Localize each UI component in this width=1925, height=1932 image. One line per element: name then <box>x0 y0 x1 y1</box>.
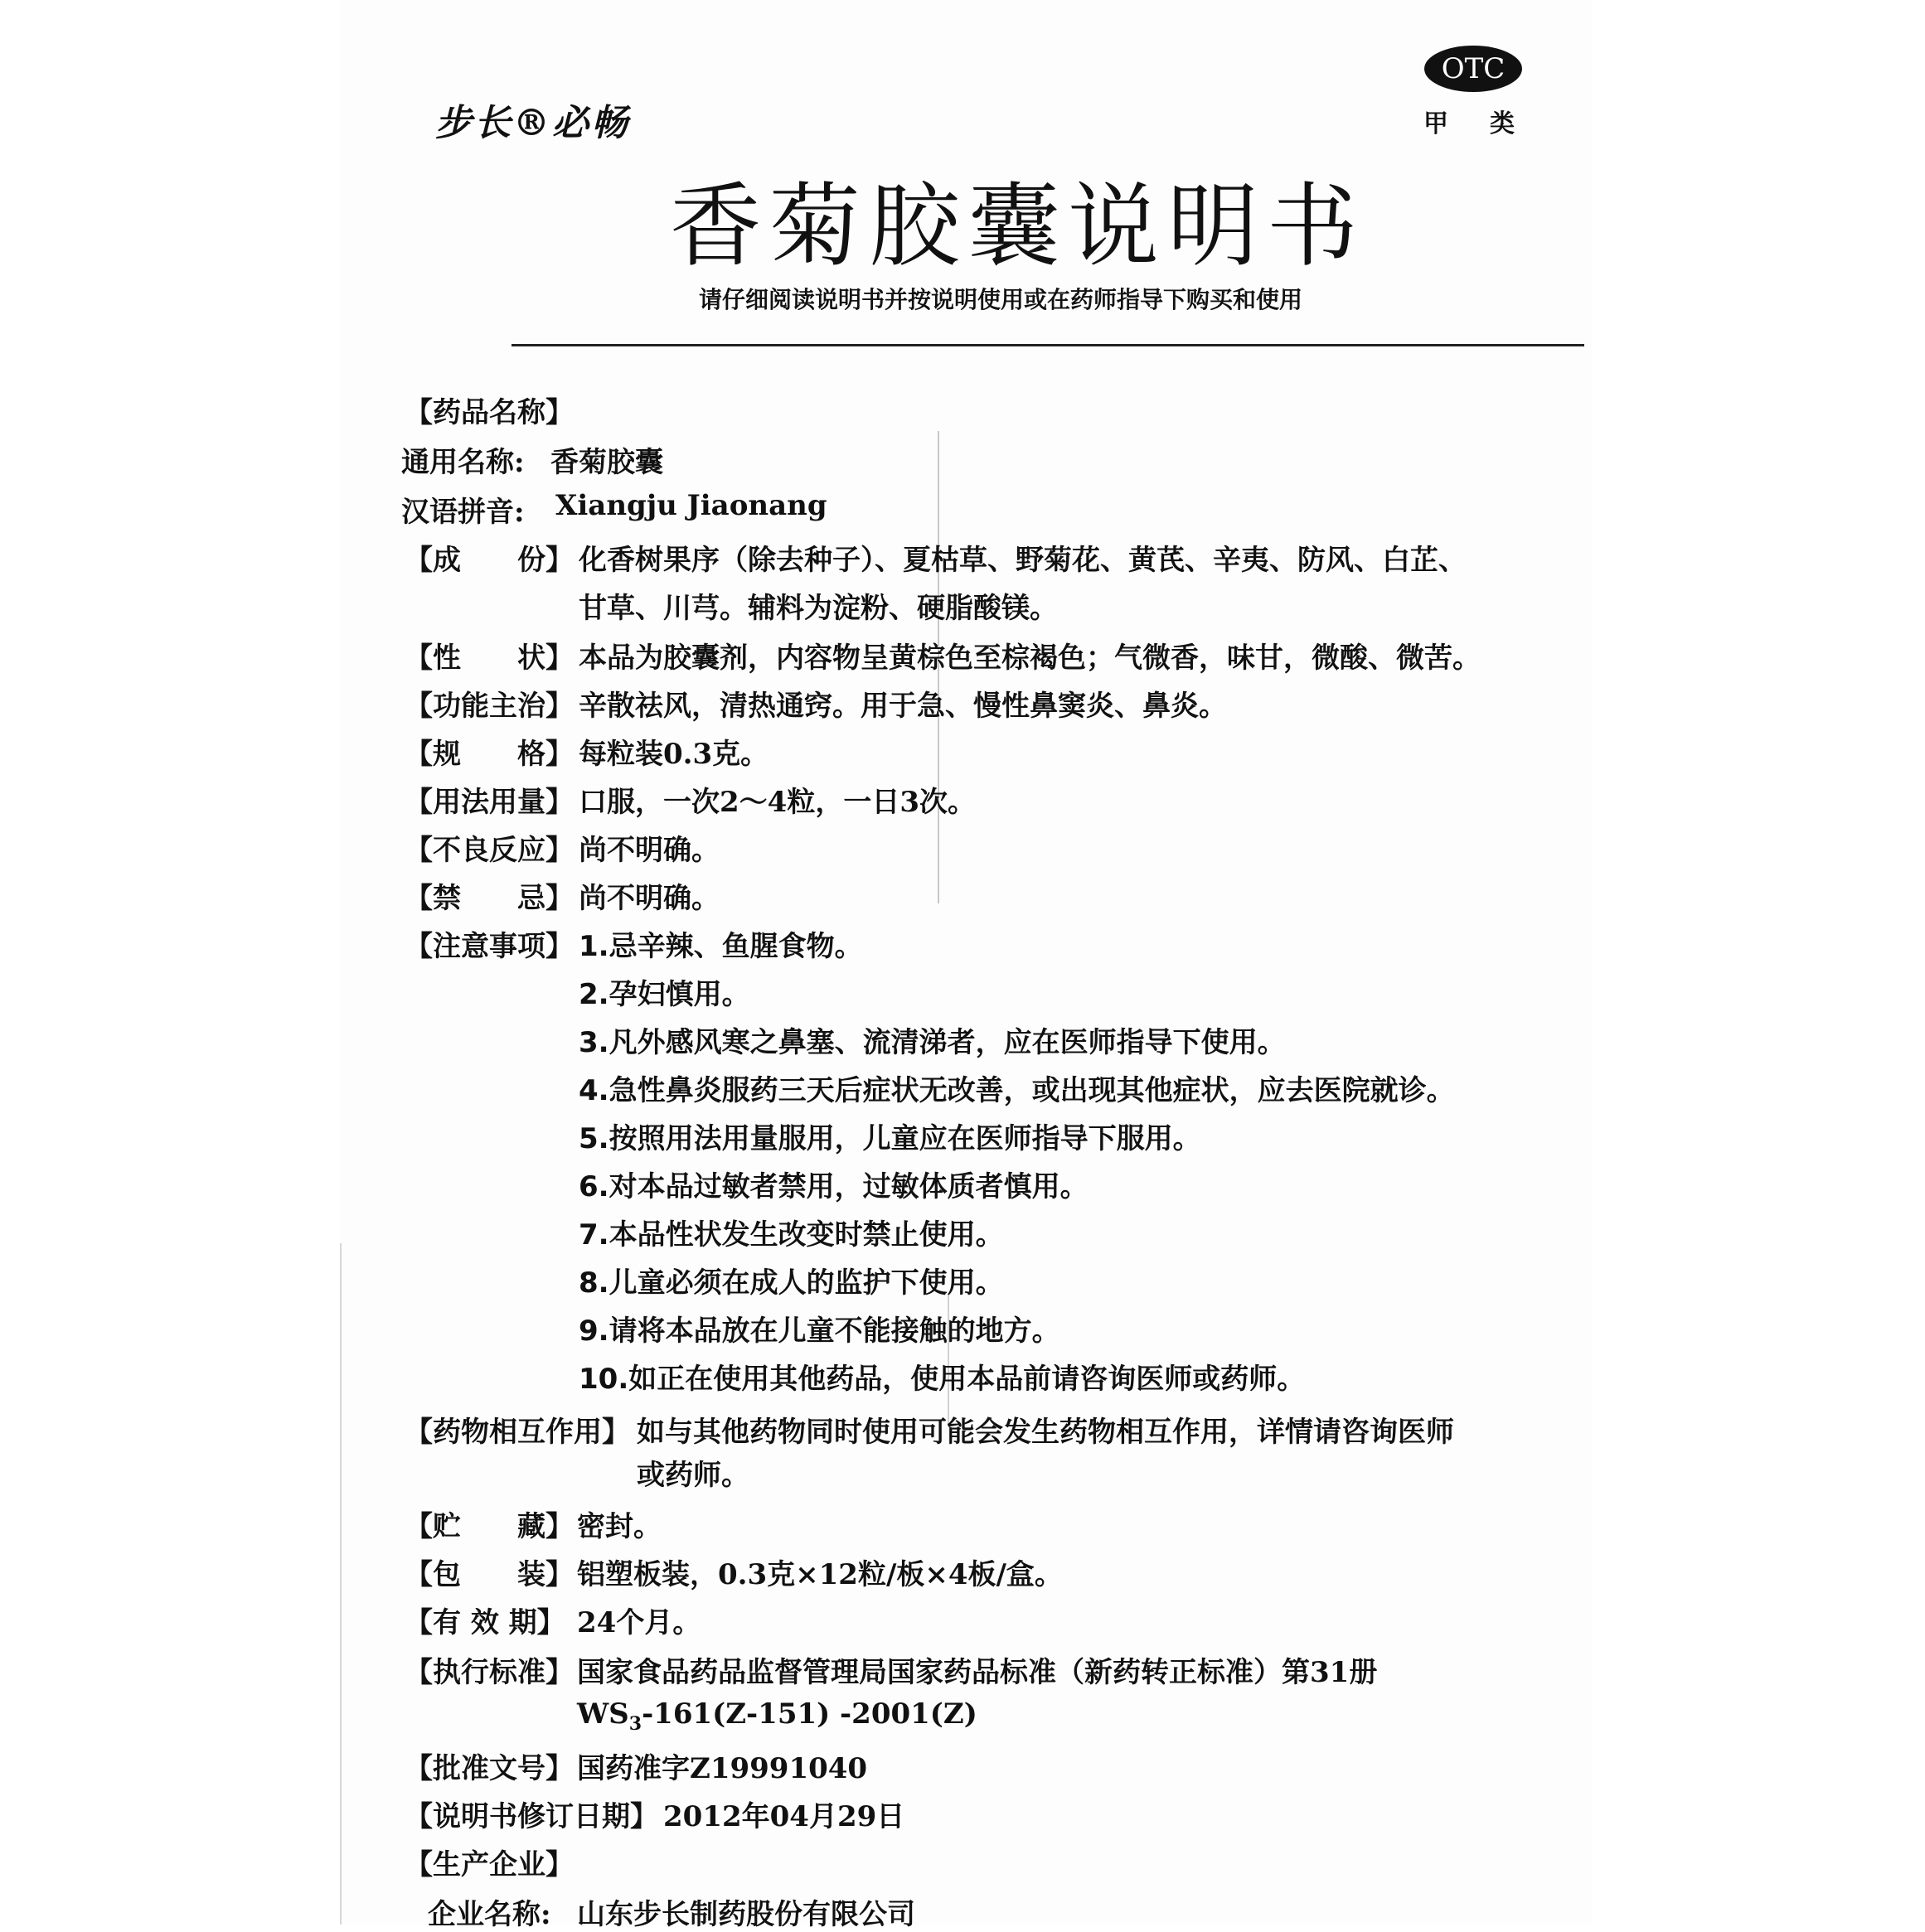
brand-logo: 步长®必畅 <box>435 102 630 144</box>
specification-value: 每粒装0.3克。 <box>579 738 769 771</box>
section-label-revision: 【说明书修订日期】 <box>405 1800 658 1833</box>
section-label-specification: 【规 格】 <box>405 738 574 771</box>
precaution-item: 5.按照用法用量服用，儿童应在医师指导下服用。 <box>579 1122 1201 1155</box>
section-label-drug-name: 【药品名称】 <box>405 396 574 429</box>
otc-badge: OTC <box>1424 46 1522 92</box>
section-label-validity: 【有 效 期】 <box>405 1606 565 1639</box>
section-label-storage: 【贮 藏】 <box>405 1510 574 1543</box>
contraindications-value: 尚不明确。 <box>579 882 720 915</box>
section-label-dosage: 【用法用量】 <box>405 786 574 819</box>
section-label-ingredients: 【成 份】 <box>405 544 574 577</box>
section-label-interactions: 【药物相互作用】 <box>405 1416 630 1449</box>
properties-value: 本品为胶囊剂，内容物呈黄棕色至棕褐色；气微香，味甘，微酸、微苦。 <box>579 642 1481 675</box>
precaution-item: 4.急性鼻炎服药三天后症状无改善，或出现其他症状，应去医院就诊。 <box>579 1074 1455 1107</box>
approval-value: 国药准字Z19991040 <box>577 1752 868 1785</box>
section-label-adverse: 【不良反应】 <box>405 834 574 867</box>
standard-code-subscript: 3 <box>628 1712 642 1735</box>
header-divider <box>512 344 1584 346</box>
standard-line-2 <box>577 1697 977 1735</box>
precaution-item: 2.孕妇慎用。 <box>579 978 750 1011</box>
precaution-item: 8.儿童必须在成人的监护下使用。 <box>579 1266 1004 1300</box>
ingredients-line-1: 化香树果序（除去种子）、夏枯草、野菊花、黄芪、辛夷、防风、白芷、 <box>579 544 1467 577</box>
precaution-item: 6.对本品过敏者禁用，过敏体质者慎用。 <box>579 1170 1089 1203</box>
indications-value: 辛散祛风，清热通窍。用于急、慢性鼻窦炎、鼻炎。 <box>579 690 1227 723</box>
precaution-item: 7.本品性状发生改变时禁止使用。 <box>579 1218 1004 1252</box>
validity-value: 24个月。 <box>577 1606 701 1639</box>
pinyin-label: 汉语拼音: <box>401 496 525 529</box>
document-title: 香菊胶囊说明书 <box>670 173 1366 279</box>
precaution-item: 9.请将本品放在儿童不能接触的地方。 <box>579 1315 1060 1348</box>
page-edge <box>340 1243 342 1925</box>
precaution-item: 1.忌辛辣、鱼腥食物。 <box>579 930 863 963</box>
section-label-standard: 【执行标准】 <box>405 1656 574 1689</box>
manufacturer-name-value: 山东步长制药股份有限公司 <box>577 1898 915 1931</box>
section-label-contraindications: 【禁 忌】 <box>405 882 574 915</box>
section-label-manufacturer: 【生产企业】 <box>405 1848 574 1881</box>
section-label-indications: 【功能主治】 <box>405 690 574 723</box>
document-subtitle: 请仔细阅读说明书并按说明使用或在药师指导下购买和使用 <box>699 286 1303 313</box>
standard-code-suffix: -161(Z-151) -2001(Z) <box>642 1697 977 1731</box>
section-label-approval: 【批准文号】 <box>405 1752 574 1785</box>
precaution-item: 10.如正在使用其他药品，使用本品前请咨询医师或药师。 <box>579 1363 1306 1396</box>
standard-code-prefix: WS <box>577 1697 629 1731</box>
section-label-precautions: 【注意事项】 <box>405 930 574 963</box>
generic-name-label: 通用名称: <box>401 446 525 479</box>
otc-class-label: 甲类 <box>1423 109 1556 138</box>
standard-line-1: 国家食品药品监督管理局国家药品标准（新药转正标准）第31册 <box>577 1656 1378 1689</box>
package-value: 铝塑板装，0.3克×12粒/板×4板/盒。 <box>577 1558 1063 1591</box>
interactions-line-2: 或药师。 <box>637 1459 749 1492</box>
manufacturer-name-label: 企业名称: <box>428 1898 551 1931</box>
pinyin-value: Xiangju Jiaonang <box>555 489 827 522</box>
adverse-value: 尚不明确。 <box>579 834 720 867</box>
dosage-value: 口服，一次2～4粒，一日3次。 <box>579 786 976 819</box>
storage-value: 密封。 <box>577 1510 662 1543</box>
interactions-line-1: 如与其他药物同时使用可能会发生药物相互作用，详情请咨询医师 <box>637 1416 1454 1449</box>
precaution-item: 3.凡外感风寒之鼻塞、流清涕者，应在医师指导下使用。 <box>579 1026 1286 1059</box>
section-label-properties: 【性 状】 <box>405 642 574 675</box>
generic-name-value: 香菊胶囊 <box>550 446 663 479</box>
ingredients-line-2: 甘草、川芎。辅料为淀粉、硬脂酸镁。 <box>579 592 1058 625</box>
revision-value: 2012年04月29日 <box>663 1800 905 1833</box>
section-label-package: 【包 装】 <box>405 1558 574 1591</box>
